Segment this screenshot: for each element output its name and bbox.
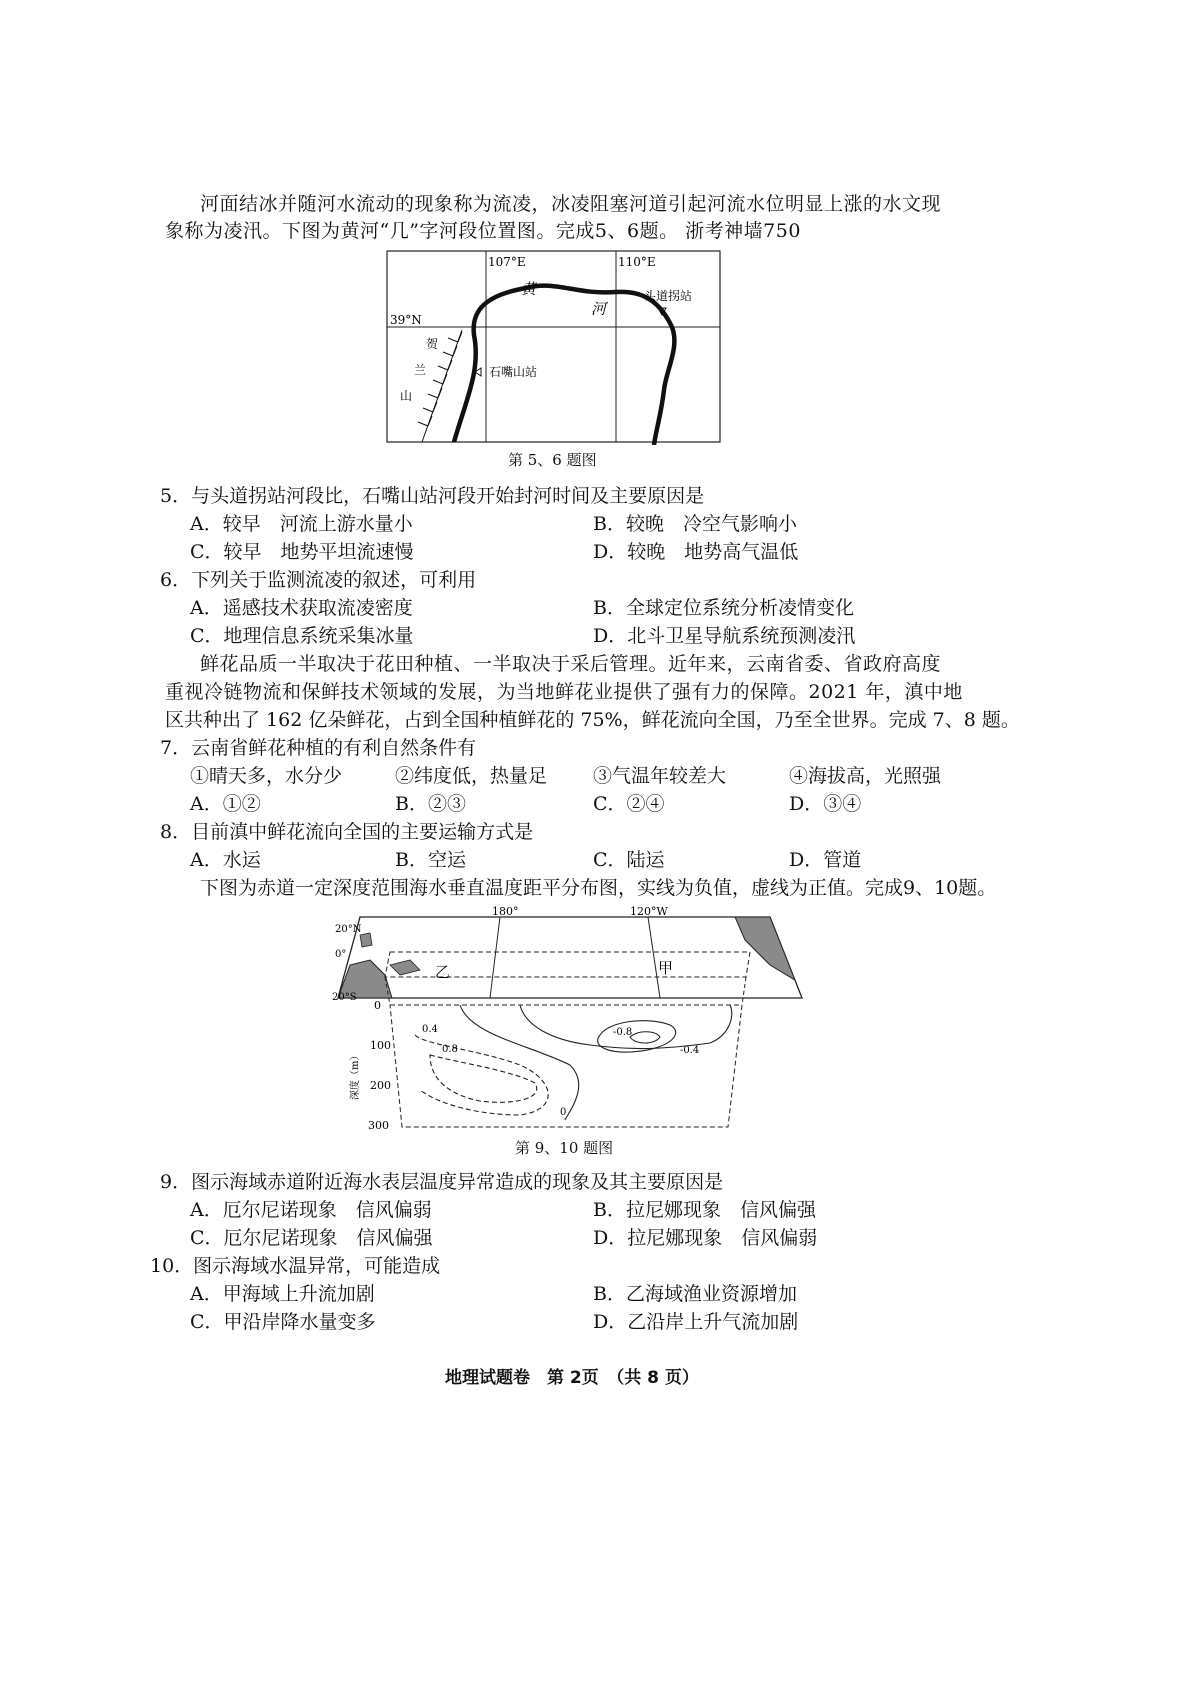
yellow-river-line [454,286,674,445]
depth-tick: 100 [370,1039,391,1052]
question-stem: 6．下列关于监测流凌的叙述，可利用 [160,569,477,591]
lon-label: 107°E [488,255,526,269]
option-a: A．甲海域上升流加剧 [190,1283,375,1305]
ocean-temperature-anomaly-figure [330,905,805,1135]
page-footer: 地理试题卷 第 2页 （共 8 页） [445,1368,699,1388]
lon-label: 110°E [618,255,656,269]
station-label: 石嘴山站 [489,365,538,379]
depth-axis-label: 深度（m） [350,1050,361,1100]
option-d: D．乙沿岸上升气流加剧 [593,1311,799,1333]
intro-paragraph-line: 重视冷链物流和保鲜技术领域的发展，为当地鲜花业提供了强有力的保障。2021 年，滇中地 [165,681,963,703]
intro-paragraph-line: 河面结冰并随河水流动的现象称为流凌，冰凌阻塞河道引起河流水位明显上涨的水文现 [200,193,942,215]
question-stem: 9．图示海域赤道附近海水表层温度异常造成的现象及其主要原因是 [160,1171,724,1193]
land-mass [360,933,372,947]
depth-tick: 0 [374,999,381,1012]
contour-label: 0.8 [442,1044,458,1055]
question-stem: 5．与头道拐站河段比，石嘴山站河段开始封河时间及主要原因是 [160,485,705,507]
option-c: C．较早 地势平坦流速慢 [190,541,414,563]
intro-paragraph-line: 区共种出了 162 亿朵鲜花，占到全国种植鲜花的 75%，鲜花流向全国，乃至全世界。完成 7、8 题。 [165,709,1020,731]
option-b: B．乙海域渔业资源增加 [593,1283,797,1305]
lat-label: 0° [335,949,347,960]
statement-item: ④海拔高，光照强 [789,765,942,787]
question-stem: 7．云南省鲜花种植的有利自然条件有 [160,737,477,759]
lat-label: 20°S [332,992,357,1003]
lat-label: 20°N [335,924,362,935]
mountain-name-char: 贺 [426,337,439,351]
intro-paragraph-line: 鲜花品质一半取决于花田种植、一半取决于采后管理。近年来，云南省委、省政府高度 [200,653,942,675]
map-plane [338,917,802,998]
question-stem: 8．目前滇中鲜花流向全国的主要运输方式是 [160,821,534,843]
contour-line [630,1032,660,1043]
option-d: D．③④ [789,793,862,815]
question-stem: 10．图示海域水温异常，可能造成 [150,1255,441,1277]
option-c: C．陆运 [593,849,665,871]
river-name-char: 河 [591,300,607,318]
option-c: C．厄尔尼诺现象 信风偏强 [190,1227,433,1249]
intro-paragraph-line: 象称为凌汛。下图为黄河“几”字河段位置图。完成5、6题。 浙考神墙750 [165,220,801,242]
option-a: A．①② [190,793,261,815]
lat-label: 39°N [390,313,422,327]
contour-label: -0.8 [613,1027,633,1038]
lon-label: 120°W [630,905,668,918]
mountain-name-char: 兰 [414,363,427,377]
mountain-name-char: 山 [400,389,413,403]
contour-line [430,1055,537,1102]
option-a: A．遥感技术获取流凌密度 [190,597,413,619]
figure-caption: 第 5、6 题图 [508,451,597,469]
option-b: B．全球定位系统分析凌情变化 [593,597,854,619]
option-a: A．厄尔尼诺现象 信风偏弱 [190,1199,432,1221]
option-c: C．地理信息系统采集冰量 [190,625,414,647]
contour-label: 0 [560,1107,567,1118]
intro-paragraph-line: 下图为赤道一定深度范围海水垂直温度距平分布图，实线为负值，虚线为正值。完成9、10题。 [200,877,997,899]
option-d: D．管道 [789,849,862,871]
statement-item: ②纬度低，热量足 [395,765,548,787]
option-b: B．拉尼娜现象 信风偏强 [593,1199,816,1221]
option-a: A．较早 河流上游水量小 [190,513,413,535]
option-b: B．较晚 冷空气影响小 [593,513,797,535]
option-b: B．空运 [395,849,466,871]
option-c: C．②④ [593,793,665,815]
depth-tick: 200 [370,1079,391,1092]
lon-label: 180° [492,905,519,918]
contour-line [415,1035,548,1115]
statement-item: ③气温年较差大 [593,765,727,787]
option-d: D．拉尼娜现象 信风偏弱 [593,1227,818,1249]
contour-label: -0.4 [680,1045,700,1056]
depth-tick: 300 [368,1119,389,1132]
option-c: C．甲沿岸降水量变多 [190,1311,376,1333]
option-d: D．北斗卫星导航系统预测凌汛 [593,625,856,647]
figure-caption: 第 9、10 题图 [515,1139,614,1157]
station-label: 头道拐站 [644,289,693,303]
contour-label: 0.4 [422,1024,438,1035]
river-name-char: 黄 [521,280,537,298]
mountain-range-symbol [418,330,462,442]
option-b: B．②③ [395,793,466,815]
contour-line [460,1005,579,1120]
statement-item: ①晴天多，水分少 [190,765,343,787]
yellow-river-map [386,250,722,445]
option-a: A．水运 [190,849,261,871]
region-label: 乙 [435,963,451,981]
option-d: D．较晚 地势高气温低 [593,541,799,563]
region-label: 甲 [658,959,674,977]
